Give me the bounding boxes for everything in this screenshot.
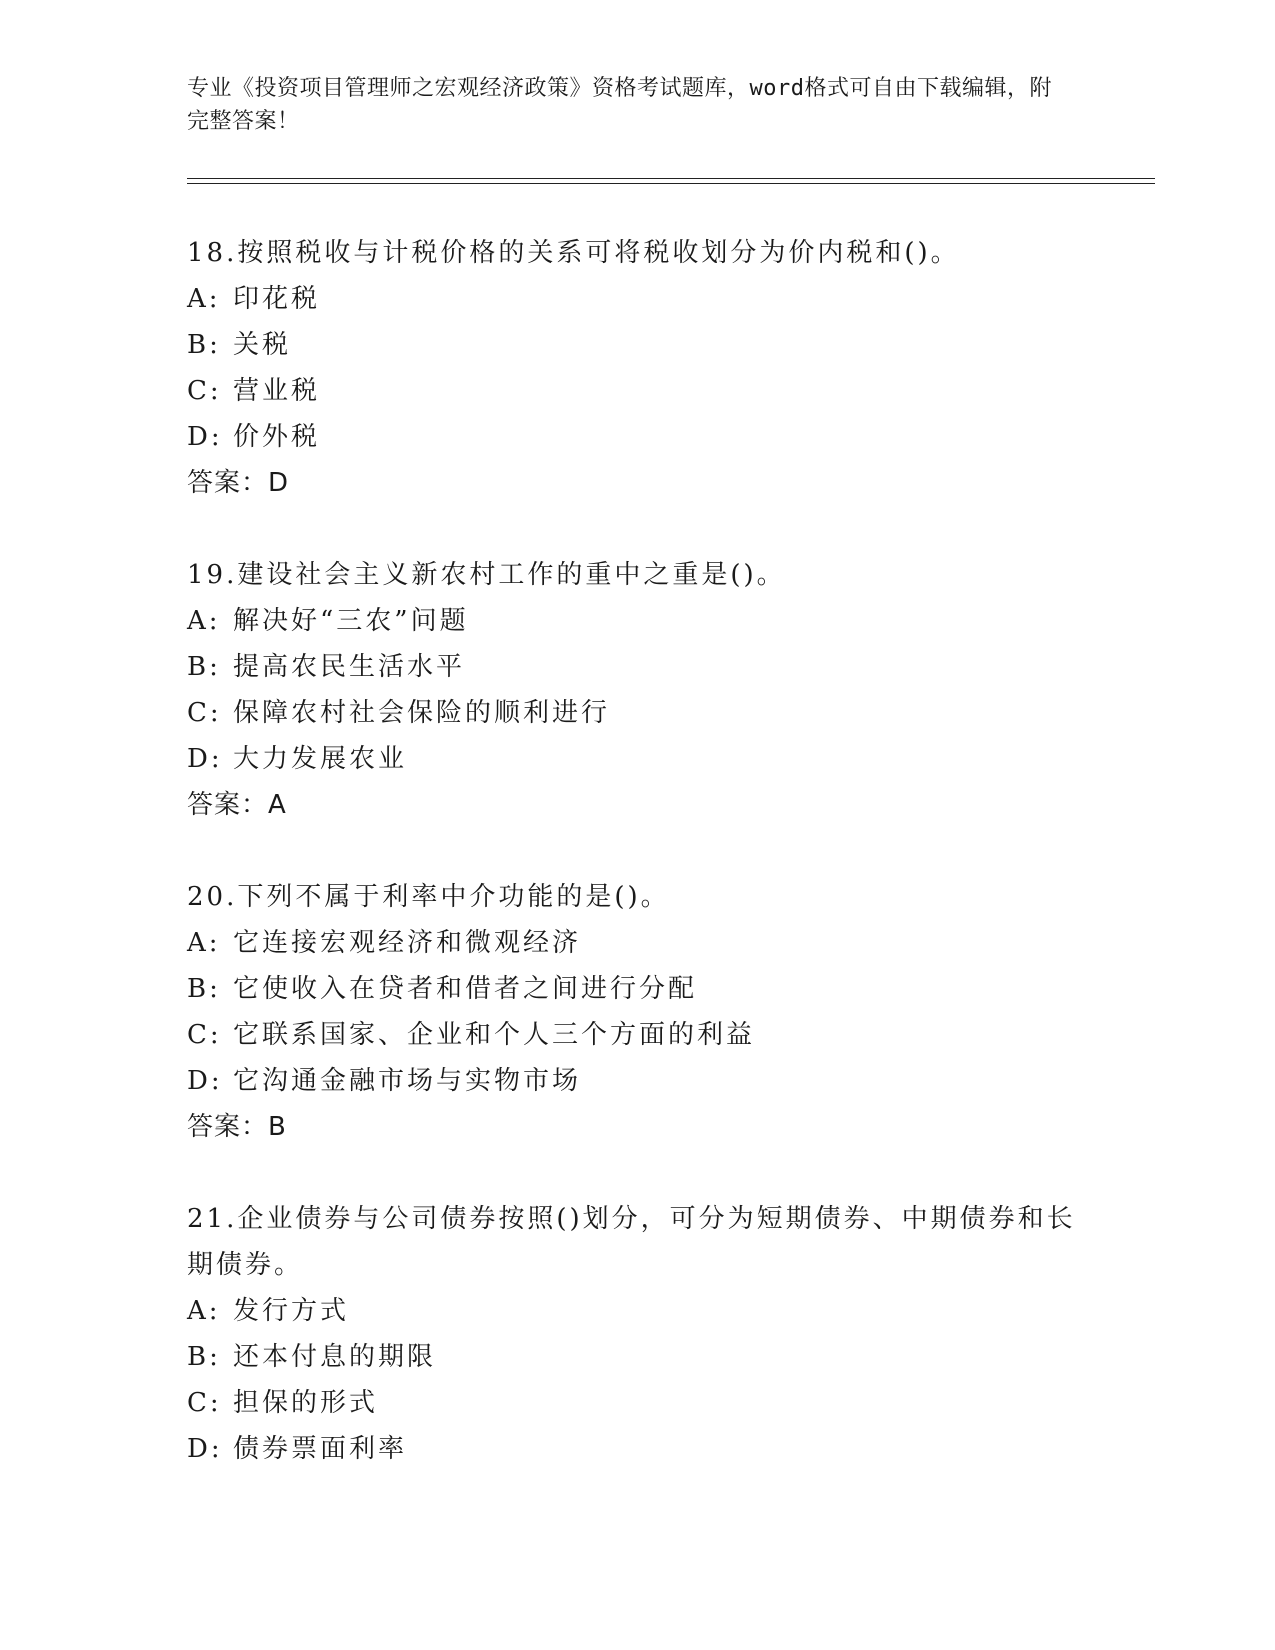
spacer (187, 506, 1087, 552)
option-text: 提高农民生活水平 (233, 652, 466, 682)
option-text: 大力发展农业 (233, 744, 408, 774)
header-text: 专业《投资项目管理师之宏观经济政策》资格考试题库，word格式可自由下载编辑，附完整答案！ (187, 76, 1052, 134)
option-c (187, 1380, 1087, 1426)
option-text: 债券票面利率 (233, 1434, 408, 1464)
question-18 (187, 230, 1087, 506)
option-c (187, 1012, 1087, 1058)
option-a (187, 920, 1087, 966)
option-key: D: (187, 744, 223, 774)
option-text: 发行方式 (233, 1296, 350, 1326)
option-key: A: (187, 1296, 221, 1326)
option-a (187, 1288, 1087, 1334)
option-b (187, 1334, 1087, 1380)
option-d (187, 414, 1087, 460)
option-key: B: (187, 330, 221, 360)
option-d (187, 1426, 1087, 1472)
question-19 (187, 552, 1087, 828)
question-stem: 21.企业债券与公司债券按照()划分，可分为短期债券、中期债券和长期债券。 (187, 1204, 1076, 1280)
option-text: 印花税 (233, 284, 321, 314)
document-header (187, 72, 1067, 138)
question-stem: 19.建设社会主义新农村工作的重中之重是()。 (187, 560, 786, 590)
option-text: 它联系国家、企业和个人三个方面的利益 (233, 1020, 756, 1050)
option-text: 解决好“三农”问题 (233, 606, 469, 636)
header-divider-bottom (187, 183, 1155, 184)
option-key: D: (187, 1066, 223, 1096)
option-key: D: (187, 422, 223, 452)
option-key: C: (187, 698, 222, 728)
question-21 (187, 1196, 1087, 1472)
option-d (187, 1058, 1087, 1104)
option-c (187, 690, 1087, 736)
spacer (187, 1150, 1087, 1196)
answer-line: 答案：B (187, 1112, 287, 1142)
option-text: 它连接宏观经济和微观经济 (233, 928, 582, 958)
option-d (187, 736, 1087, 782)
option-key: B: (187, 974, 221, 1004)
option-key: D: (187, 1434, 223, 1464)
option-text: 它使收入在贷者和借者之间进行分配 (233, 974, 698, 1004)
option-text: 价外税 (233, 422, 321, 452)
option-key: A: (187, 284, 221, 314)
option-text: 担保的形式 (233, 1388, 379, 1418)
option-b (187, 966, 1087, 1012)
option-b (187, 322, 1087, 368)
spacer (187, 828, 1087, 874)
option-text: 营业税 (233, 376, 321, 406)
answer-line: 答案：D (187, 468, 290, 498)
option-text: 还本付息的期限 (233, 1342, 437, 1372)
option-text: 保障农村社会保险的顺利进行 (233, 698, 611, 728)
option-text: 它沟通金融市场与实物市场 (233, 1066, 582, 1096)
answer-line: 答案：A (187, 790, 287, 820)
question-20 (187, 874, 1087, 1150)
header-divider-top (187, 178, 1155, 179)
option-key: A: (187, 606, 221, 636)
option-b (187, 644, 1087, 690)
option-a (187, 598, 1087, 644)
option-c (187, 368, 1087, 414)
question-list (187, 230, 1087, 1472)
option-key: B: (187, 1342, 221, 1372)
option-key: C: (187, 1020, 222, 1050)
option-key: A: (187, 928, 221, 958)
question-stem: 18.按照税收与计税价格的关系可将税收划分为价内税和()。 (187, 238, 960, 268)
question-stem: 20.下列不属于利率中介功能的是()。 (187, 882, 670, 912)
option-text: 关税 (233, 330, 292, 360)
option-key: C: (187, 1388, 222, 1418)
option-a (187, 276, 1087, 322)
option-key: B: (187, 652, 221, 682)
option-key: C: (187, 376, 222, 406)
